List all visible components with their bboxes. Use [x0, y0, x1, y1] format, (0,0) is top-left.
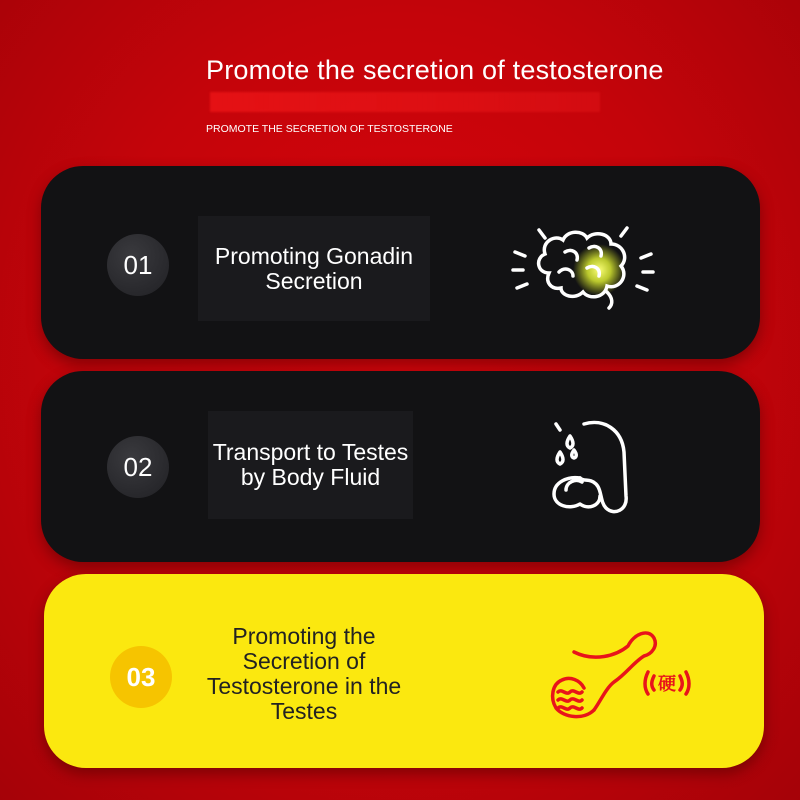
step-number-badge: 03 — [110, 646, 172, 708]
step-card-02 — [41, 371, 760, 562]
step-label: Promoting the Secretion of Testosterone in the Testes — [206, 623, 402, 724]
page-title: Promote the secretion of testosterone — [206, 55, 664, 85]
brain-icon — [509, 218, 659, 313]
page-subtitle: PROMOTE THE SECRETION OF TESTOSTERONE — [206, 123, 453, 135]
step-number-badge: 02 — [107, 436, 169, 498]
step-card-03 — [44, 574, 764, 768]
body-fluid-icon — [544, 416, 649, 521]
testes-icon — [544, 622, 704, 722]
step-label: Transport to Testes by Body Fluid — [208, 411, 413, 519]
title-decoration-stripe — [210, 92, 600, 112]
step-number-badge: 01 — [107, 234, 169, 296]
step-card-01 — [41, 166, 760, 359]
step-label: Promoting Gonadin Secretion — [198, 216, 430, 321]
hard-character-text: 硬 — [658, 674, 676, 695]
